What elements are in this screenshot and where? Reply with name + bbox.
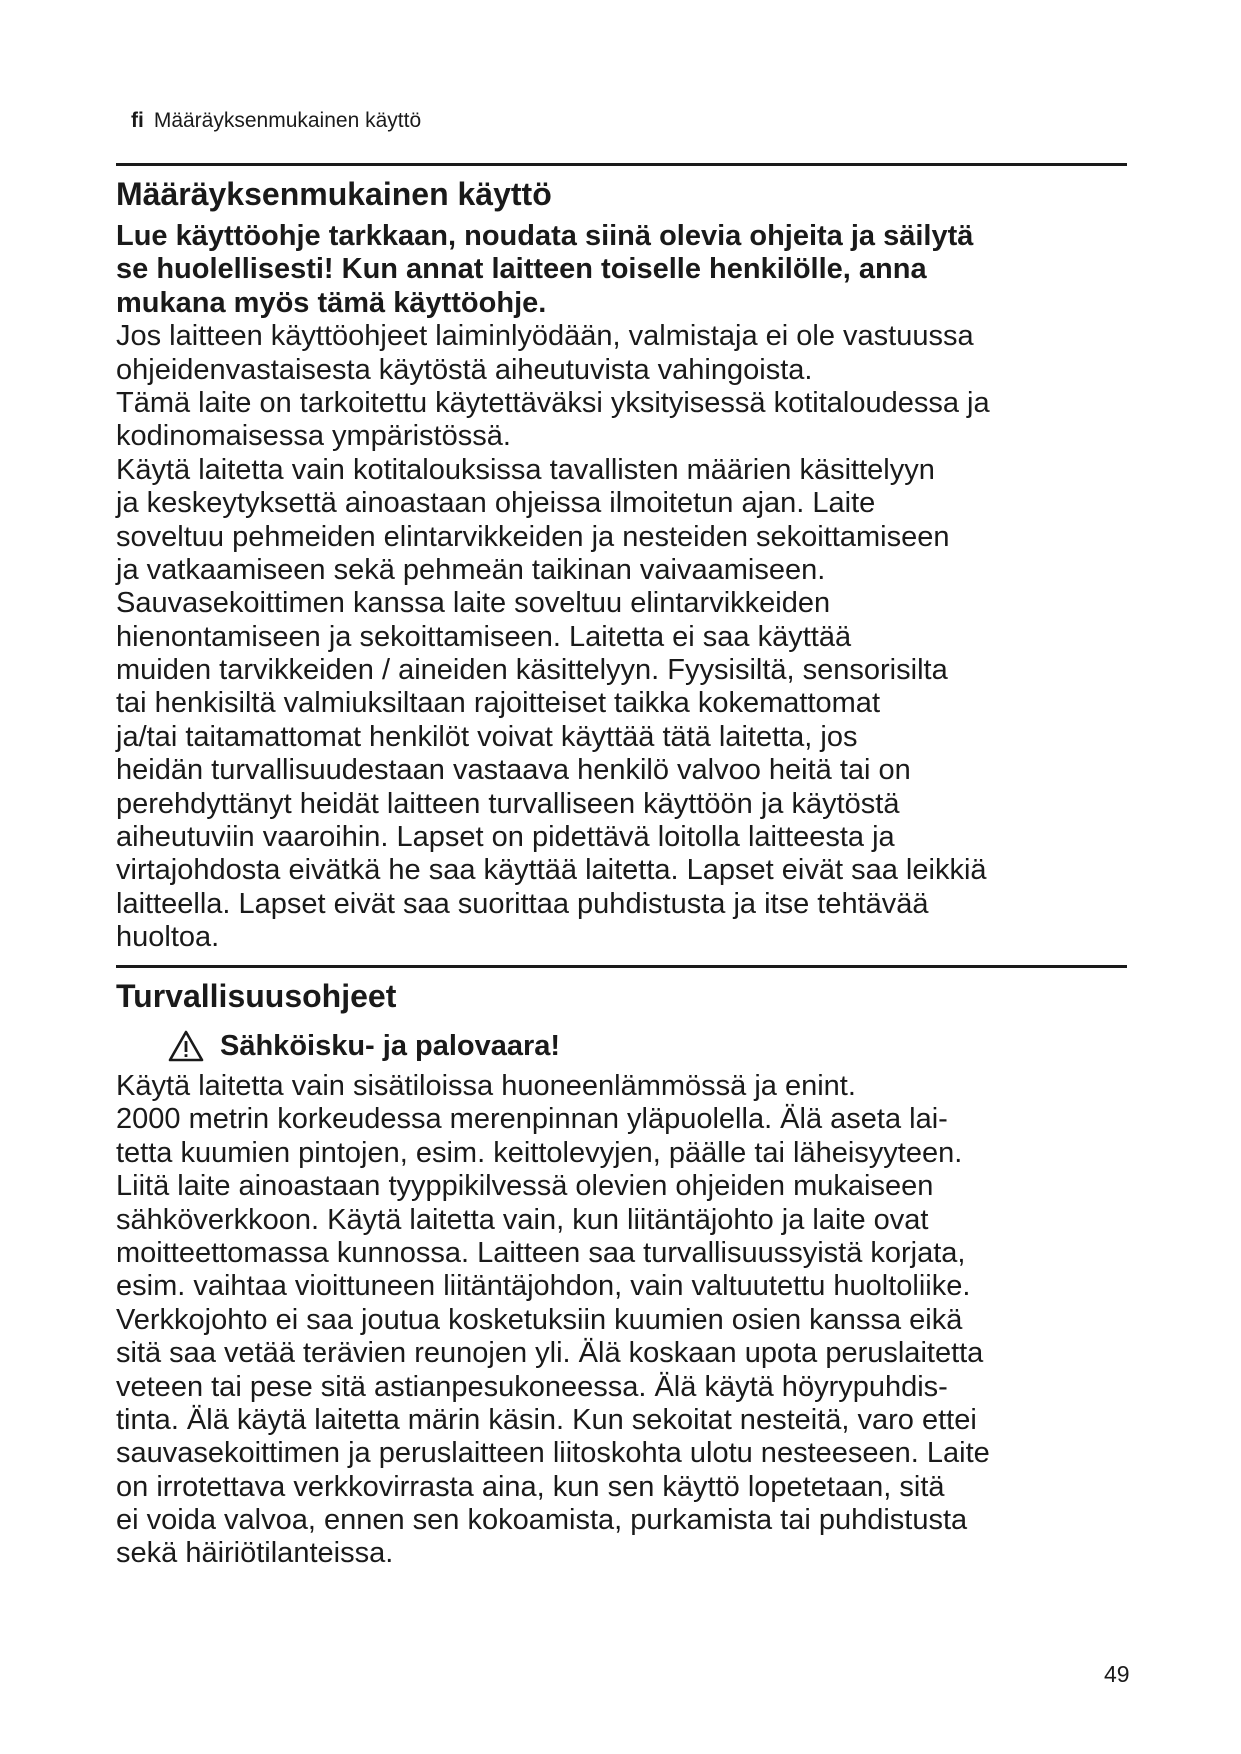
warning-heading <box>168 1028 560 1064</box>
paragraph-line: sekä häiriötilanteissa. <box>116 1537 394 1570</box>
running-header-title: Määräyksenmukainen käyttö <box>153 109 422 132</box>
paragraph-line: sauvasekoittimen ja peruslaitteen liitoskohta ulotu nesteeseen. Laite <box>116 1437 990 1470</box>
paragraph-line: esim. vaihtaa vioittuneen liitäntäjohdon, vain valtuutettu huoltoliike. <box>116 1270 971 1303</box>
paragraph-line: se huolellisesti! Kun annat laitteen toiselle henkilölle, anna <box>116 253 927 286</box>
paragraph-line: hienontamiseen ja sekoittamiseen. Laitetta ei saa käyttää <box>116 620 852 653</box>
paragraph-line: sähköverkkoon. Käytä laitetta vain, kun liitäntäjohto ja laite ovat <box>116 1203 929 1236</box>
paragraph-line: heidän turvallisuudestaan vastaava henkilö valvoo heitä tai on <box>116 754 911 787</box>
paragraph-line: Liitä laite ainoastaan tyyppikilvessä olevien ohjeiden mukaiseen <box>116 1170 934 1203</box>
paragraph-line: sitä saa vetää terävien reunojen yli. Älä koskaan upota peruslaitetta <box>116 1337 984 1370</box>
paragraph-line: Käytä laitetta vain kotitalouksissa tavallisten määrien käsittelyyn <box>116 453 935 486</box>
paragraph-line: ja/tai taitamattomat henkilöt voivat käyttää tätä laitetta, jos <box>116 720 858 753</box>
paragraph-line: aiheutuviin vaaroihin. Lapset on pidettävä loitolla laitteesta ja <box>116 821 895 854</box>
paragraph-line: ei voida valvoa, ennen sen kokoamista, purkamista tai puhdistusta <box>116 1504 968 1537</box>
paragraph-line: Käytä laitetta vain sisätiloissa huoneenlämmössä ja enint. <box>116 1070 856 1102</box>
paragraph-line: tetta kuumien pintojen, esim. keittolevyjen, päälle tai läheisyyteen. <box>116 1136 963 1169</box>
paragraph-line: muiden tarvikkeiden / aineiden käsittelyyn. Fyysisiltä, sensorisilta <box>116 654 948 687</box>
paragraph-line: ohjeidenvastaisesta käytöstä aiheutuvista vahingoista. <box>116 353 813 386</box>
paragraph-line: Lue käyttöohje tarkkaan, noudata siinä olevia ohjeita ja säilytä <box>116 220 974 252</box>
paragraph-line: 2000 metrin korkeudessa merenpinnan yläpuolella. Älä aseta lai- <box>116 1103 948 1136</box>
section-heading-safety: Turvallisuusohjeet <box>116 978 397 1014</box>
section-body-safety <box>116 1070 1166 1571</box>
paragraph-line: kodinomaisessa ympäristössä. <box>116 420 511 453</box>
paragraph-line: mukana myös tämä käyttöohje. <box>116 286 547 319</box>
section-body-intended-use <box>116 220 1166 955</box>
language-code: fi <box>131 109 144 132</box>
paragraph-line: perehdyttänyt heidät laitteen turvalliseen käyttöön ja käytöstä <box>116 787 900 820</box>
paragraph-line: Verkkojohto ei saa joutua kosketuksiin kuumien osien kanssa eikä <box>116 1303 963 1336</box>
section-heading-intended-use: Määräyksenmukainen käyttö <box>116 176 552 212</box>
paragraph-line: virtajohdosta eivätkä he saa käyttää laitetta. Lapset eivät saa leikkiä <box>116 854 987 887</box>
paragraph-line: ja keskeytyksettä ainoastaan ohjeissa ilmoitetun ajan. Laite <box>116 487 876 520</box>
paragraph-line: veteen tai pese sitä astianpesukoneessa. Älä käytä höyrypuhdis- <box>116 1370 948 1403</box>
page-number: 49 <box>1104 1661 1130 1687</box>
paragraph-line: on irrotettava verkkovirrasta aina, kun sen käyttö lopetetaan, sitä <box>116 1470 945 1503</box>
paragraph-line: ja vatkaamiseen sekä pehmeän taikinan vaivaamiseen. <box>116 553 826 586</box>
paragraph-line: Jos laitteen käyttöohjeet laiminlyödään, valmistaja ei ole vastuussa <box>116 320 974 353</box>
warning-title: Sähköisku- ja palovaara! <box>220 1030 561 1062</box>
paragraph-line: soveltuu pehmeiden elintarvikkeiden ja nesteiden sekoittamiseen <box>116 520 950 553</box>
section-divider <box>116 965 1127 968</box>
paragraph-line: tinta. Älä käytä laitetta märin käsin. Kun sekoitat nesteitä, varo ettei <box>116 1403 977 1436</box>
running-header <box>131 108 421 134</box>
paragraph-line: moitteettomassa kunnossa. Laitteen saa turvallisuussyistä korjata, <box>116 1236 966 1269</box>
paragraph-line: huoltoa. <box>116 921 220 954</box>
paragraph-line: Sauvasekoittimen kanssa laite soveltuu elintarvikkeiden <box>116 587 831 620</box>
paragraph-line: laitteella. Lapset eivät saa suorittaa puhdistusta ja itse tehtävää <box>116 887 929 920</box>
paragraph-line: tai henkisiltä valmiuksiltaan rajoitteiset taikka kokemattomat <box>116 687 880 720</box>
paragraph-line: Tämä laite on tarkoitettu käytettäväksi yksityisessä kotitaloudessa ja <box>116 386 990 419</box>
warning-triangle-icon <box>168 1030 204 1062</box>
section-divider <box>116 163 1127 166</box>
